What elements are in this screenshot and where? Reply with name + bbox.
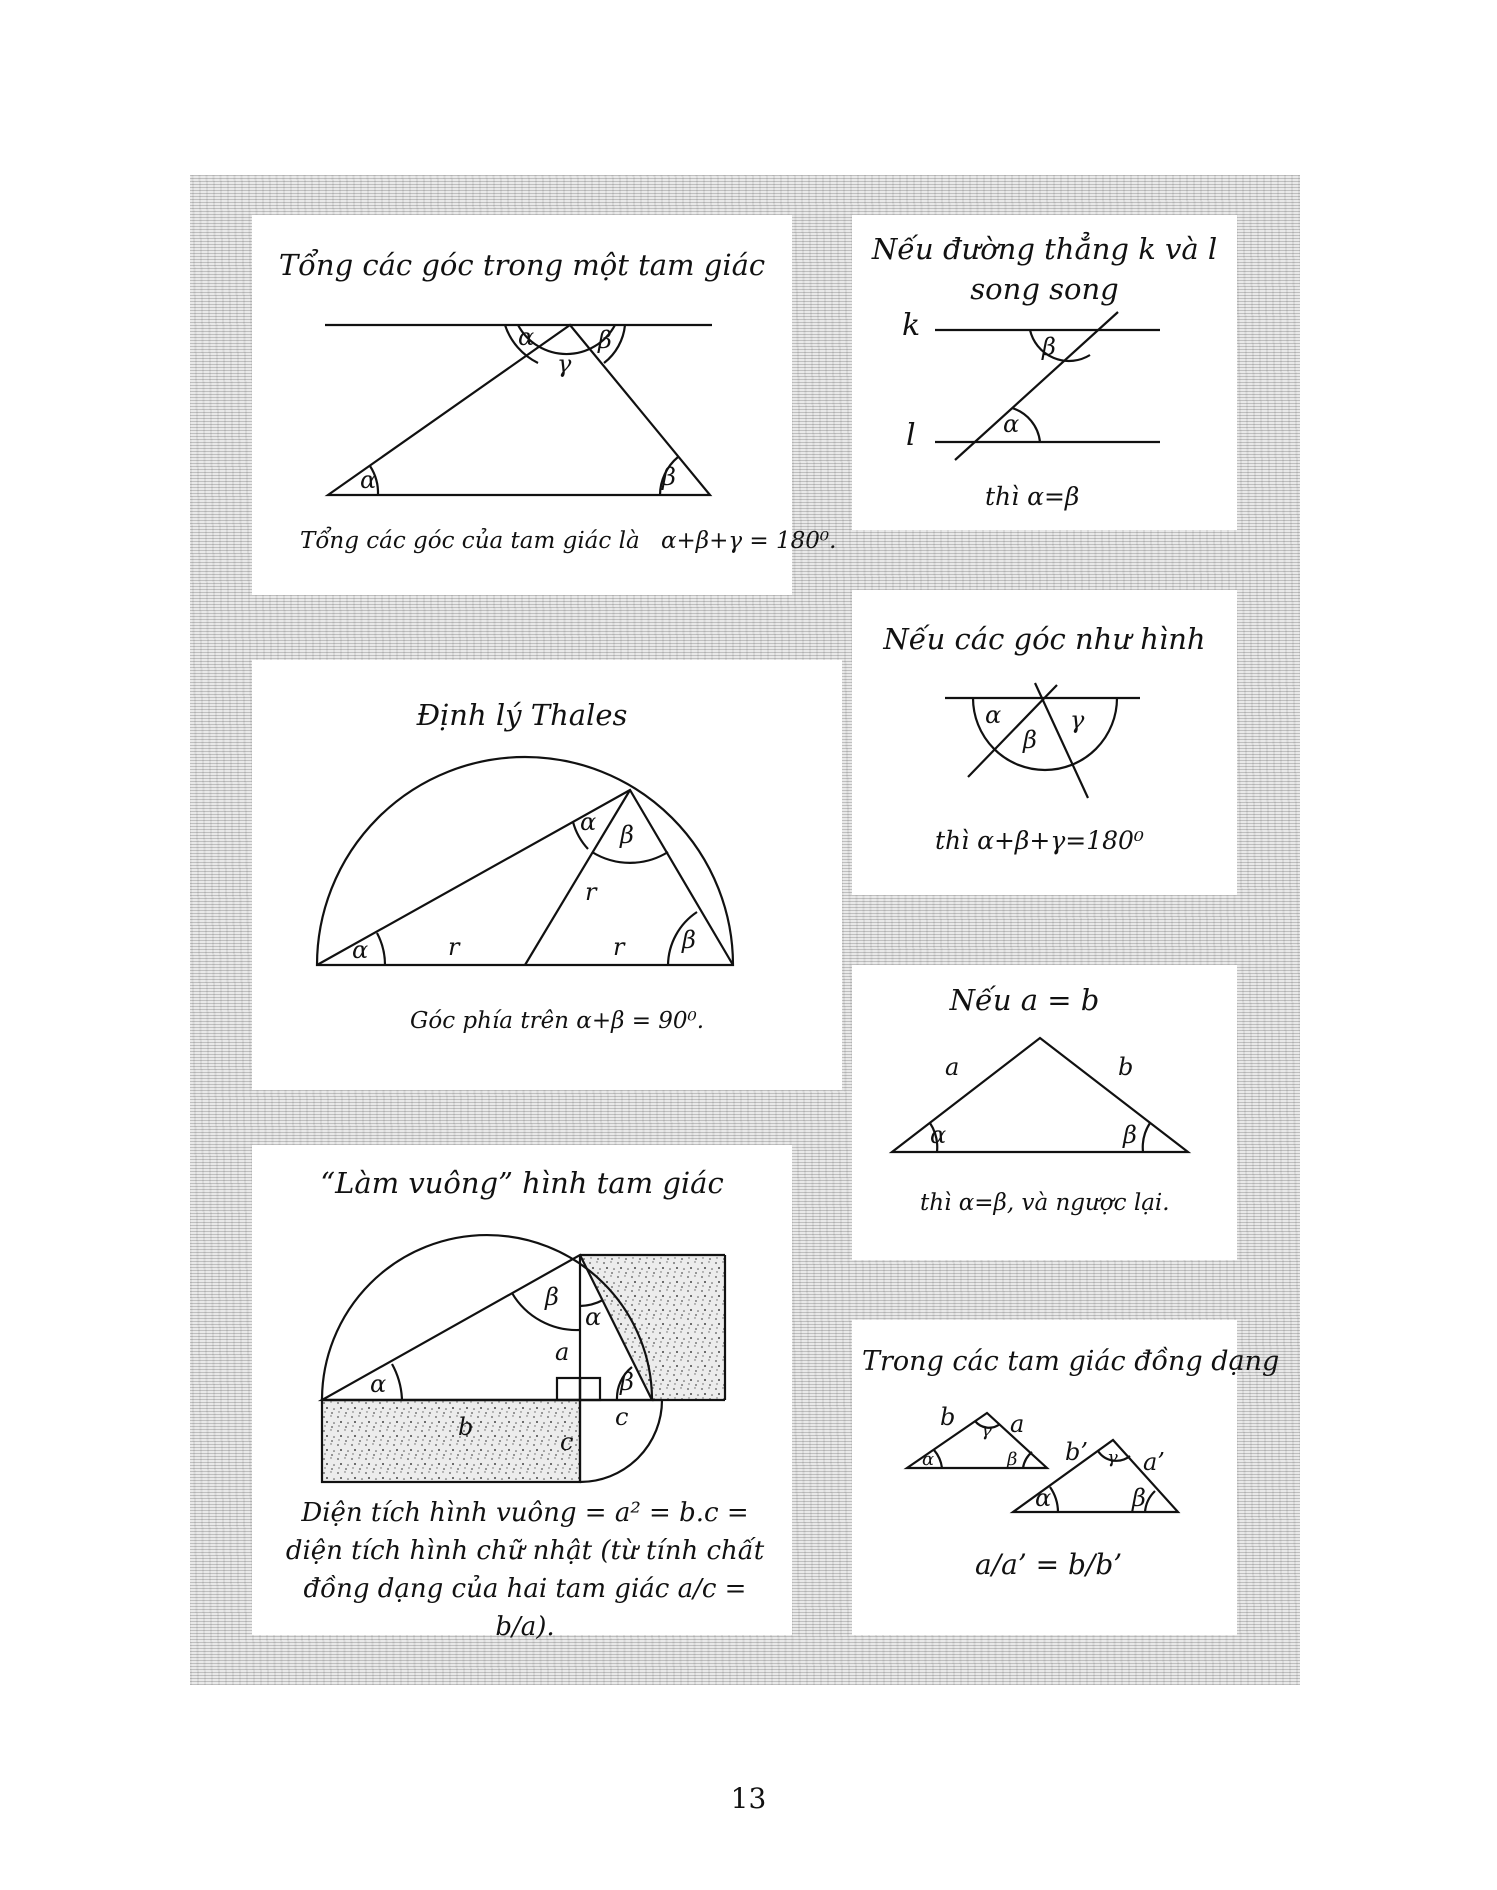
thales-r-right: r [613, 933, 625, 961]
sq-label-a: a [555, 1338, 570, 1366]
thales-beta-right: β [682, 926, 696, 954]
sq-beta-top: β [545, 1283, 559, 1311]
thales-title: Định lý Thales [416, 698, 628, 732]
angles-on-line-result: thì α+β+γ=180⁰ [935, 826, 1144, 855]
sq-alpha: α [370, 1370, 387, 1398]
iso-side-a: a [945, 1053, 960, 1081]
iso-alpha: α [930, 1121, 947, 1149]
isosceles-title: Nếu a = b [949, 983, 1100, 1017]
isosceles-result: thì α=β, và ngược lại. [920, 1190, 1170, 1216]
square-triangle-description: Diện tích hình vuông = a² = b.c = diện tích hình chữ nhật (từ tính chất đồng dạng của hai tam giác a/c = b/a). [285, 1498, 765, 1642]
sim-large-alpha: α [1035, 1484, 1052, 1512]
page-number: 13 [730, 1782, 767, 1815]
thales-caption: Góc phía trên α+β = 90⁰. [410, 1008, 705, 1034]
sq-alpha-top: α [585, 1303, 602, 1331]
triangle-sum-formula: α+β+γ = 180⁰. [660, 528, 837, 554]
angles-on-line-figure [945, 683, 1140, 798]
ts-gamma: γ [557, 350, 572, 378]
sim-large-a: a’ [1143, 1448, 1165, 1476]
parallel-alpha: α [1003, 410, 1020, 438]
sq-label-b: b [458, 1413, 474, 1441]
line-k-label: k [902, 308, 921, 343]
parallel-beta: β [1042, 333, 1056, 361]
thales-figure [317, 757, 733, 965]
sq-label-c-right: c [615, 1403, 629, 1431]
similar-result: a/a’ = b/b’ [975, 1548, 1123, 1581]
sq-label-c-left: c [560, 1428, 574, 1456]
triangle-sum-caption-text: Tổng các góc của tam giác là [300, 528, 640, 554]
ts-beta-top: β [598, 326, 612, 354]
sim-small-beta: β [1007, 1449, 1018, 1470]
iso-beta: β [1123, 1121, 1137, 1149]
square-triangle-title: “Làm vuông” hình tam giác [320, 1166, 724, 1200]
triangle-sum-title: Tổng các góc trong một tam giác [278, 248, 766, 282]
iso-side-b: b [1118, 1053, 1134, 1081]
similar-title: Trong các tam giác đồng dạng [862, 1346, 1280, 1377]
square-triangle-figure [322, 1235, 725, 1482]
thales-r-mid: r [585, 878, 597, 906]
line-l-label: l [906, 418, 916, 453]
parallel-result: thì α=β [985, 482, 1080, 511]
sim-small-a: a [1010, 1410, 1025, 1438]
thales-alpha-top: α [580, 808, 597, 836]
angles-on-line-title: Nếu các góc như hình [883, 622, 1206, 656]
ts-alpha-bottom: α [360, 466, 377, 494]
parallel-title-line1: Nếu đường thẳng k và l [871, 232, 1218, 266]
sim-small-gamma: γ [981, 1420, 992, 1441]
ts-beta-bottom: β [662, 463, 676, 491]
sim-large-b: b’ [1065, 1438, 1088, 1466]
sim-small-alpha: α [922, 1449, 935, 1470]
parallel-title-line2: song song [970, 272, 1119, 306]
line-beta: β [1023, 726, 1037, 754]
line-alpha: α [985, 701, 1002, 729]
sim-large-beta: β [1132, 1484, 1146, 1512]
thales-r-left: r [448, 933, 460, 961]
sq-beta-right: β [620, 1368, 634, 1396]
sim-large-gamma: γ [1107, 1447, 1118, 1468]
ts-alpha-top: α [518, 323, 535, 351]
thales-alpha-left: α [352, 936, 369, 964]
line-gamma: γ [1070, 706, 1085, 734]
sim-small-b: b [940, 1403, 956, 1431]
thales-beta-top: β [620, 821, 634, 849]
